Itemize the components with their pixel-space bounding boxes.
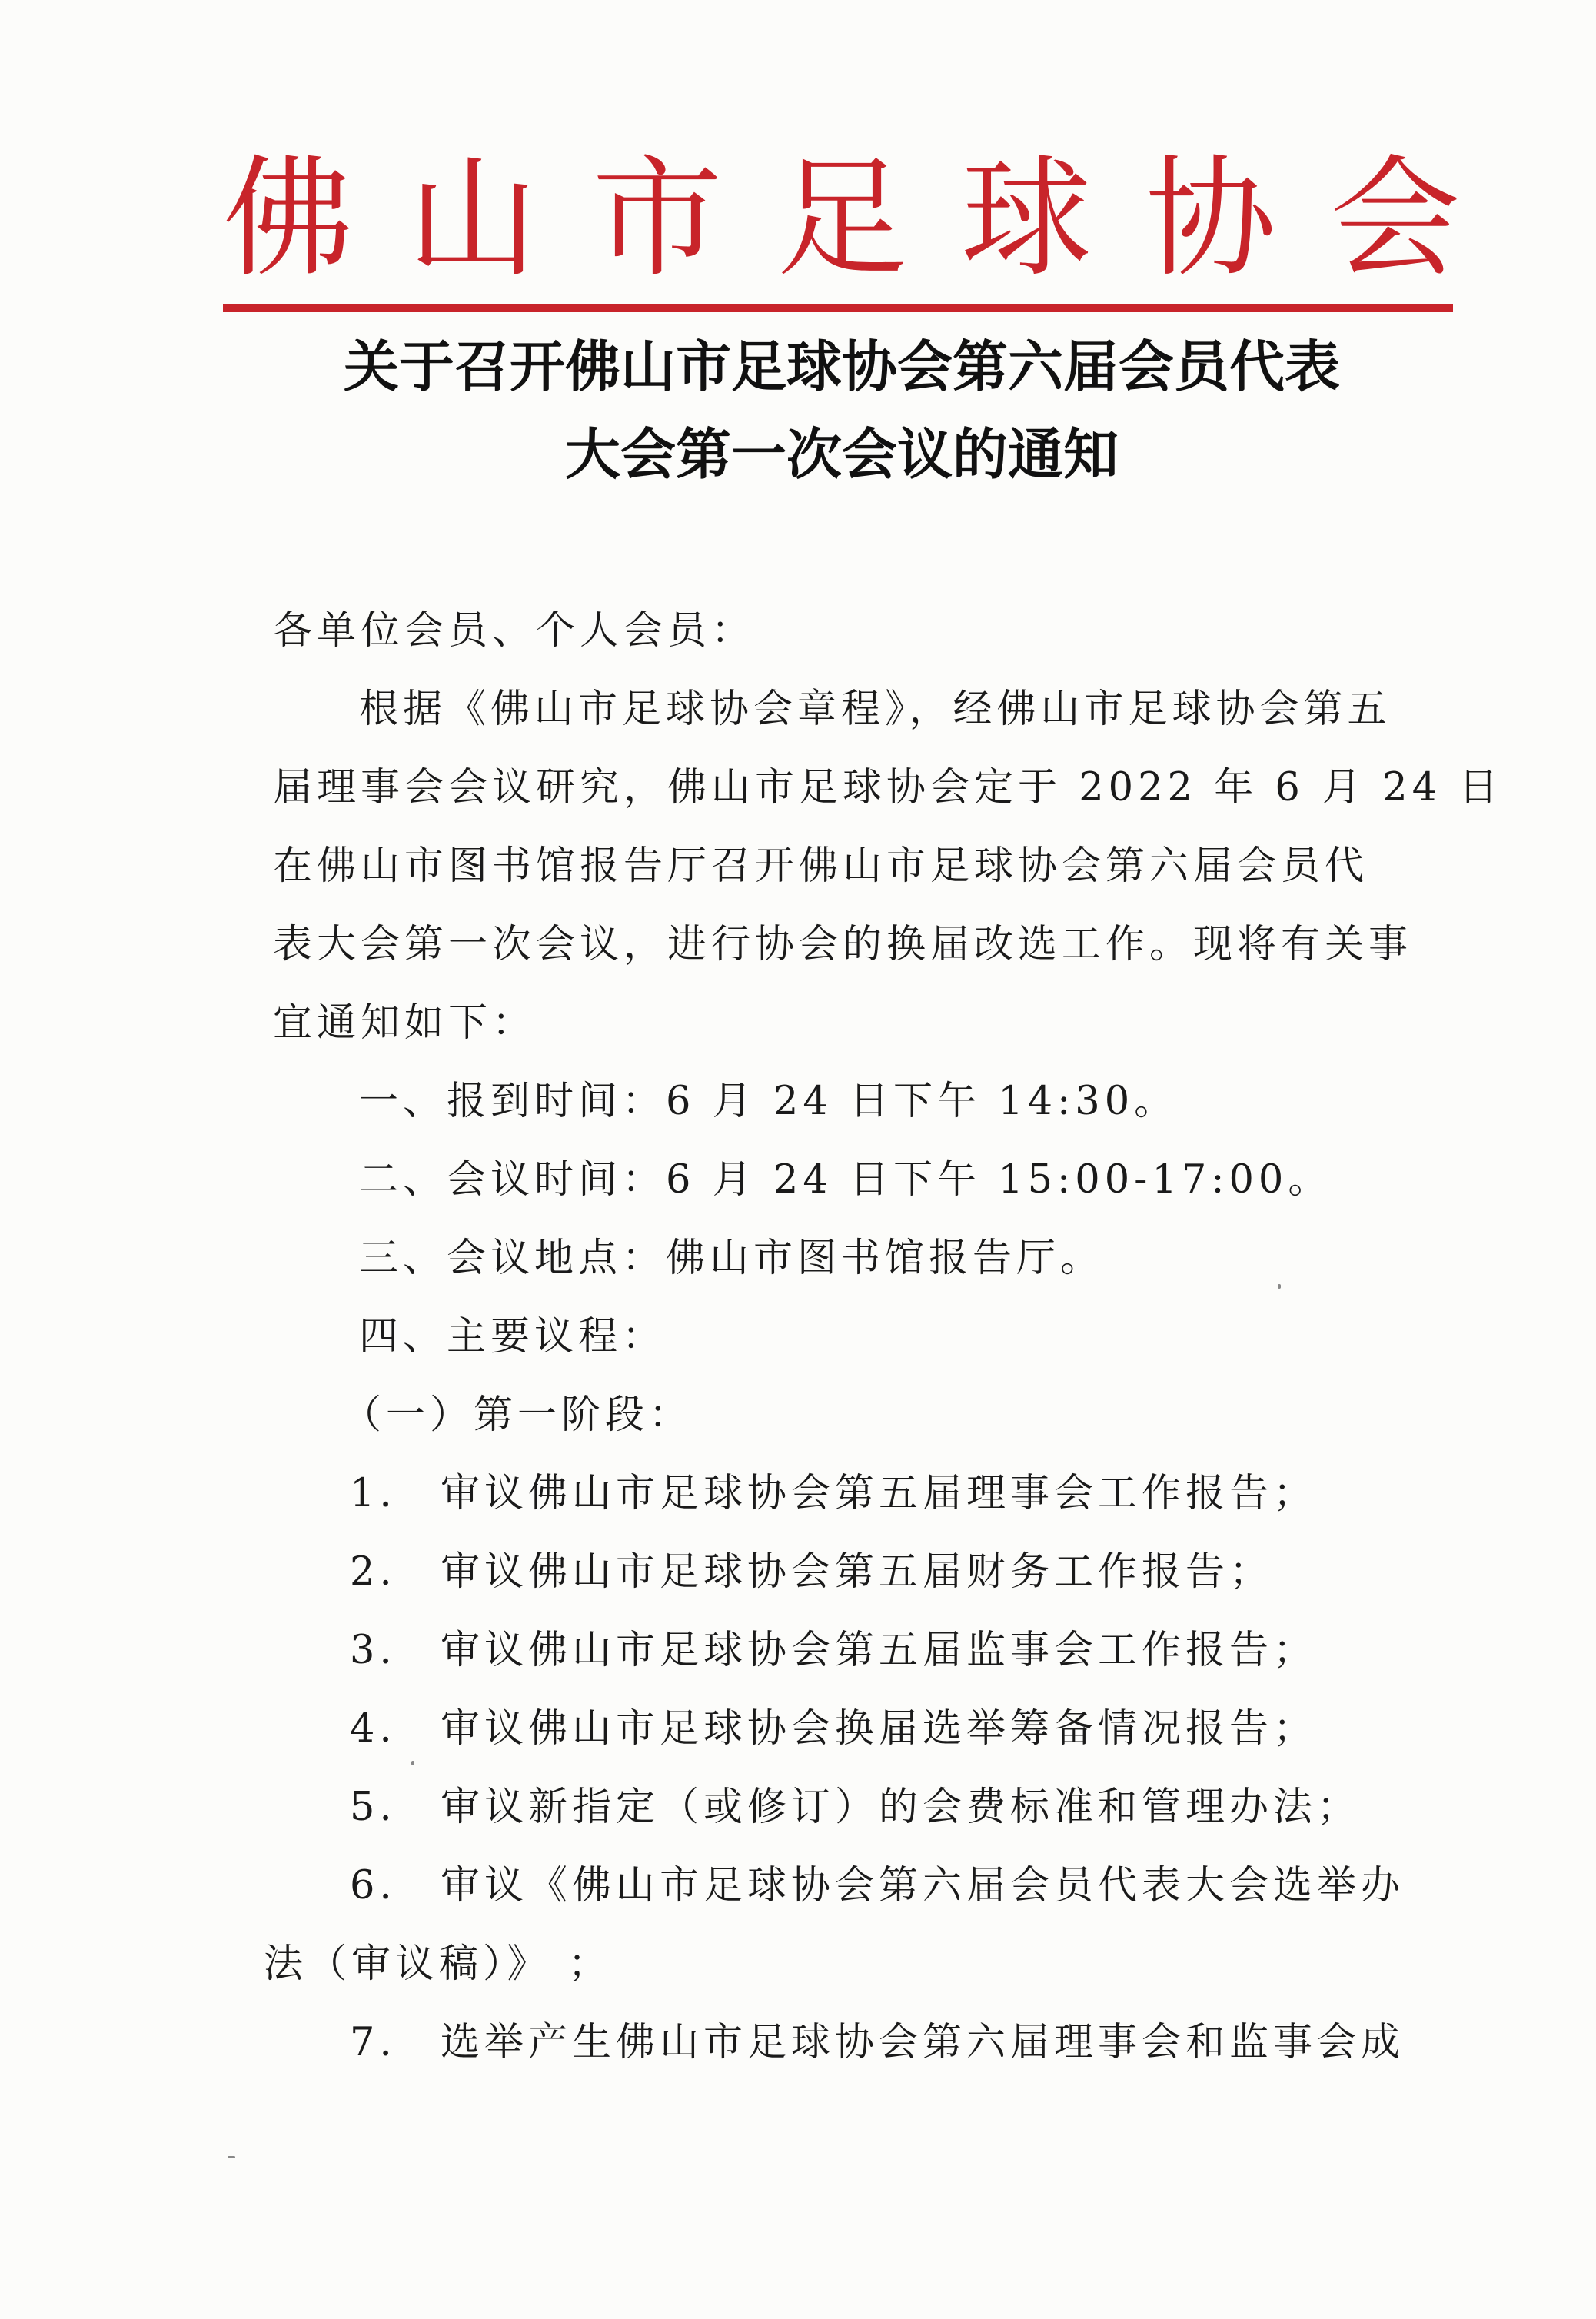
scan-speck [411, 1761, 414, 1765]
agenda-item [350, 1847, 1405, 1925]
stage-one-heading: （一）第一阶段： [342, 1392, 693, 1438]
agenda-item [350, 1612, 1317, 1690]
agenda-item-number: 7. [350, 2020, 397, 2065]
title-line-2: 大会第一次会议的通知 [564, 422, 1119, 487]
agenda-item-text: 选举产生佛山市足球协会第六届理事会和监事会成 [441, 2020, 1405, 2065]
agenda-item-continuation: 法（审议稿）》 ； [264, 1941, 612, 1987]
intro-line-1: 根据《佛山市足球协会章程》，经佛山市足球协会第五 [359, 687, 1392, 732]
intro-line-4: 表大会第一次会议，进行协会的换届改选工作。现将有关事 [273, 922, 1413, 967]
letterhead-char: 足 [776, 143, 907, 295]
item-meeting-location: 三、会议地点：佛山市图书馆报告厅。 [359, 1236, 1105, 1281]
agenda-item-text: 审议《佛山市足球协会第六届会员代表大会选举办 [441, 1863, 1405, 1908]
agenda-item-number: 2. [350, 1549, 397, 1595]
letterhead-char: 会 [1329, 143, 1461, 295]
letterhead-char: 市 [591, 143, 723, 295]
agenda-item-number: 6. [350, 1863, 397, 1908]
agenda-item [350, 1690, 1317, 1768]
agenda-item [350, 1533, 1273, 1612]
letterhead-char: 山 [407, 143, 538, 295]
intro-line-5: 宜通知如下： [273, 1000, 537, 1046]
agenda-item-text: 审议佛山市足球协会第五届财务工作报告； [441, 1549, 1274, 1595]
letterhead-char: 协 [1145, 143, 1276, 295]
item-agenda-heading: 四、主要议程： [359, 1314, 667, 1359]
agenda-item-number: 5. [350, 1785, 397, 1830]
agenda-item [350, 2004, 1405, 2082]
item-meeting-time: 二、会议时间：6 月 24 日下午 15:00-17:00。 [359, 1157, 1332, 1203]
letterhead-char: 球 [960, 143, 1092, 295]
agenda-item-number: 3. [350, 1628, 397, 1673]
agenda-item-text: 审议佛山市足球协会第五届理事会工作报告； [441, 1471, 1318, 1516]
title-line-1: 关于召开佛山市足球协会第六届会员代表 [343, 334, 1340, 399]
scan-speck [1278, 1284, 1281, 1289]
agenda-item-number: 1. [350, 1471, 397, 1516]
agenda-item [350, 1768, 1361, 1847]
item-checkin-time: 一、报到时间：6 月 24 日下午 14:30。 [359, 1079, 1179, 1124]
agenda-item-text: 审议佛山市足球协会换届选举筹备情况报告； [441, 1706, 1318, 1752]
agenda-item [350, 1455, 1317, 1533]
scan-speck [228, 2156, 235, 2158]
letterhead-char: 佛 [223, 143, 354, 295]
intro-line-2: 届理事会会议研究，佛山市足球协会定于 2022 年 6 月 24 日 [273, 765, 1503, 810]
notice-title [223, 323, 1461, 498]
letterhead-red-rule [223, 304, 1453, 312]
agenda-item-text: 审议佛山市足球协会第五届监事会工作报告； [441, 1628, 1318, 1673]
agenda-item-number: 4. [350, 1706, 397, 1752]
agenda-item-text: 审议新指定（或修订）的会费标准和管理办法； [441, 1785, 1362, 1830]
salutation: 各单位会员、个人会员： [273, 608, 756, 654]
intro-line-3: 在佛山市图书馆报告厅召开佛山市足球协会第六届会员代 [273, 843, 1369, 889]
organization-letterhead [223, 143, 1461, 295]
